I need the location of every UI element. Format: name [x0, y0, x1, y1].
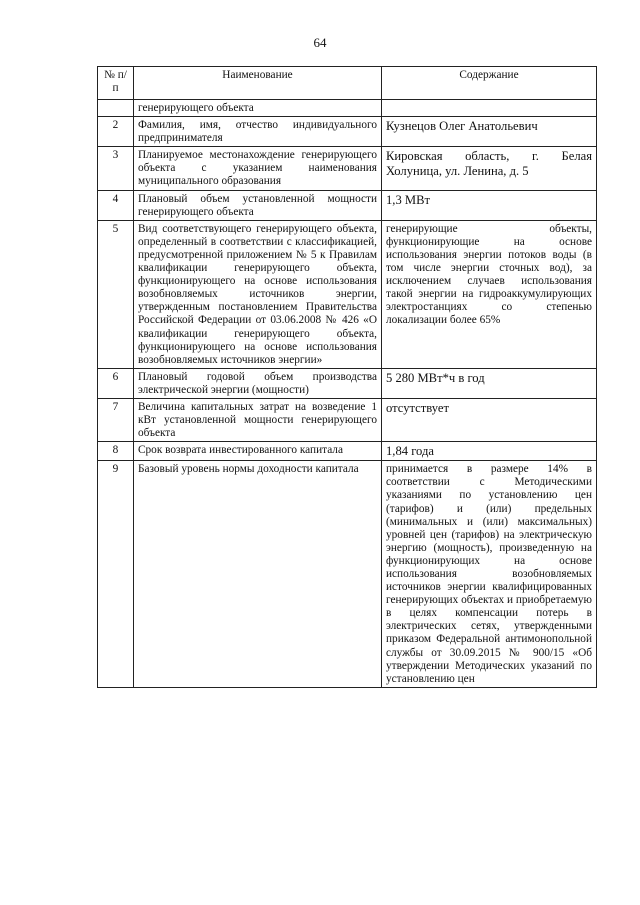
info-table	[97, 66, 597, 688]
row-name: Вид соответствующего генерирующего объекта, определенный в соответствии с классификацией, предусмотренной приложением № 5 к Правилам квалификации генерирующего объекта, функционирующего на основе использования возобновляемых источников энергии, утвержденным постановлением Правительства Российской Федерации от 03.06.2008 № 426 «О квалификации генерирующего объекта, функционирующего на основе использования возобновляемых источников энергии»	[134, 220, 382, 368]
header-content: Содержание	[382, 67, 597, 100]
row-num: 9	[98, 461, 134, 688]
table-row	[98, 100, 597, 117]
header-num: № п/п	[98, 67, 134, 100]
row-name: Планируемое местонахождение генерирующего объекта с указанием наименования муниципального образования	[134, 147, 382, 190]
row-num: 7	[98, 398, 134, 441]
row-content	[382, 100, 597, 117]
row-num	[98, 100, 134, 117]
table-row	[98, 190, 597, 220]
row-num: 2	[98, 117, 134, 147]
row-name: Плановый годовой объем производства электрической энергии (мощности)	[134, 368, 382, 398]
table-row	[98, 442, 597, 461]
row-content: принимается в размере 14% в соответствии с Методическими указаниями по установлению цен (тарифов) и (или) предельных (минимальных и (или) максимальных) уровней цен (тарифов) на электрическую энергию (мощность), произведенную на функционирующих на основе использования возобновляемых источников энергии квалифицированных генерирующих объектах и приобретаемую в целях компенсации потерь в электрических сетях, утвержденными приказом Федеральной антимонопольной службы от 30.09.2015 № 900/15 «Об утверждении Методических указаний по установлению цен	[382, 461, 597, 688]
row-content: 1,84 года	[382, 442, 597, 461]
row-name: Базовый уровень нормы доходности капитала	[134, 461, 382, 688]
row-name: Плановый объем установленной мощности генерирующего объекта	[134, 190, 382, 220]
row-name: Срок возврата инвестированного капитала	[134, 442, 382, 461]
table-row	[98, 117, 597, 147]
table-row	[98, 220, 597, 368]
header-name: Наименование	[134, 67, 382, 100]
row-num: 5	[98, 220, 134, 368]
row-name: Фамилия, имя, отчество индивидуального предпринимателя	[134, 117, 382, 147]
row-num: 6	[98, 368, 134, 398]
row-num: 4	[98, 190, 134, 220]
table-row	[98, 368, 597, 398]
row-content: генерирующие объекты, функционирующие на основе использования энергии потоков воды (в том числе энергии сточных вод), за исключением случаев использования такой энергии на гидроаккумулирующих электростанциях со степенью локализации более 65%	[382, 220, 597, 368]
table-row	[98, 398, 597, 441]
row-content: 1,3 МВт	[382, 190, 597, 220]
table-row	[98, 147, 597, 190]
page-number: 64	[313, 35, 327, 50]
row-num: 3	[98, 147, 134, 190]
row-content: Кузнецов Олег Анатольевич	[382, 117, 597, 147]
row-name: Величина капитальных затрат на возведение 1 кВт установленной мощности генерирующего объекта	[134, 398, 382, 441]
row-content: отсутствует	[382, 398, 597, 441]
table-row	[98, 461, 597, 688]
row-name: генерирующего объекта	[134, 100, 382, 117]
row-content: 5 280 МВт*ч в год	[382, 368, 597, 398]
row-content: Кировская область, г. Белая Холуница, ул. Ленина, д. 5	[382, 147, 597, 190]
row-num: 8	[98, 442, 134, 461]
table-header-row	[98, 67, 597, 100]
